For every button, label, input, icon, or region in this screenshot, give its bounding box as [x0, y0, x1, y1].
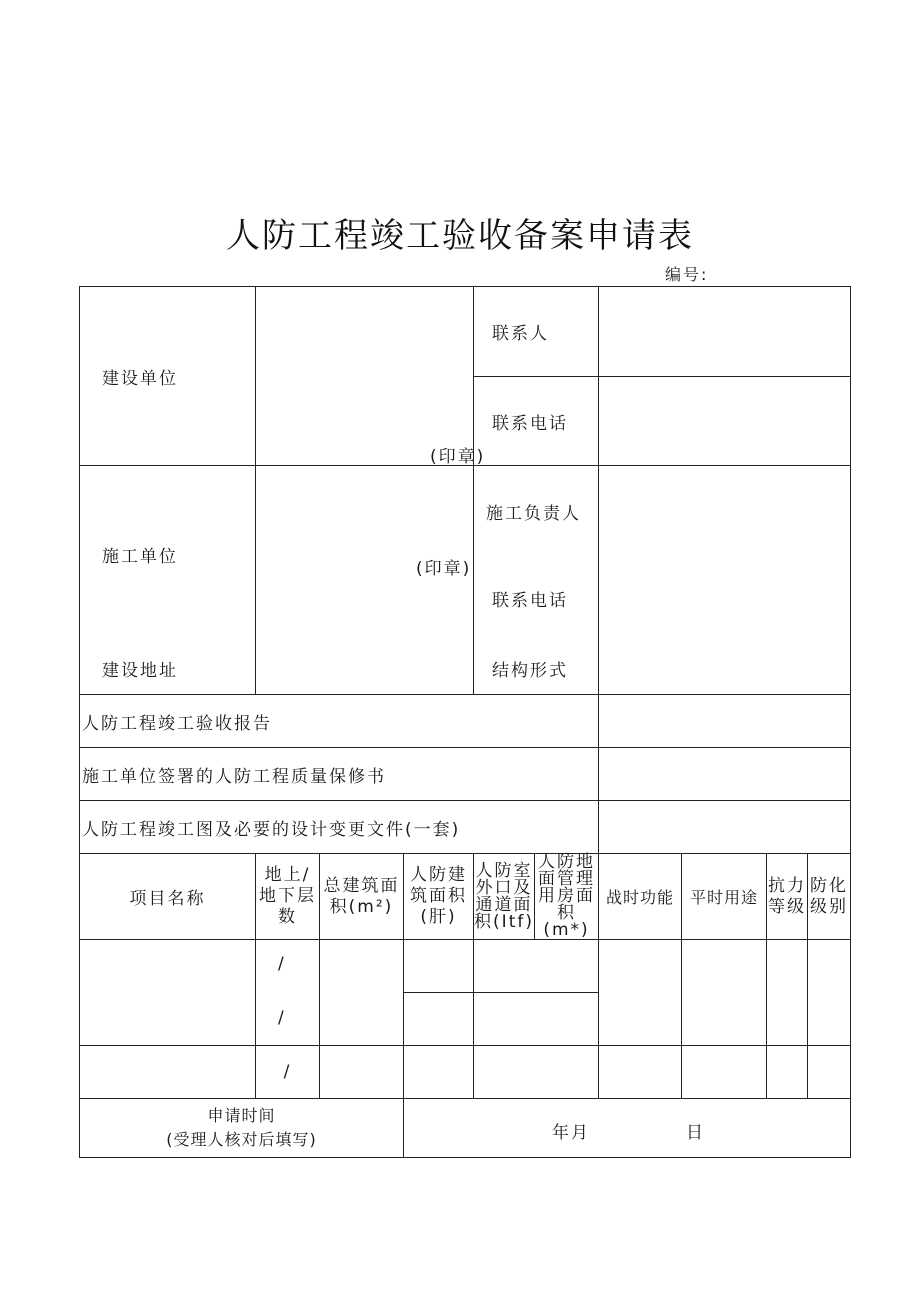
constructor-seal-label: (印章)	[416, 559, 472, 579]
data-peace-use-2[interactable]	[682, 1046, 767, 1099]
constructor-fields-label-cell	[474, 466, 599, 695]
data-war-function-1[interactable]	[599, 940, 682, 1046]
constructor-input-cell[interactable]	[256, 466, 474, 695]
col-header-exit-area: 人防室外口及通道面积(Itf)	[474, 854, 535, 940]
constructor-info-input[interactable]	[599, 466, 851, 695]
doc-row-acceptance-report	[80, 695, 599, 748]
apply-time-label: 申请时间	[207, 1106, 276, 1125]
floors-slash-2: /	[283, 1062, 292, 1082]
data-project-name-1[interactable]	[80, 940, 256, 1046]
col-header-resist-level: 抗力等级	[767, 854, 808, 940]
apply-day-label: 日	[686, 1123, 705, 1143]
apply-time-note: (受理人核对后填写)	[166, 1130, 317, 1149]
builder-phone-label-cell	[474, 377, 599, 466]
builder-input-cell[interactable]	[256, 287, 486, 467]
constructor-label: 施工单位	[102, 547, 178, 567]
data-exit-area-2[interactable]	[474, 1046, 599, 1099]
col-header-peace-use: 平时用途	[682, 854, 767, 940]
builder-label: 建设单位	[102, 368, 178, 389]
doc-label-warranty: 施工单位签署的人防工程质量保修书	[82, 766, 386, 787]
col-header-chem-level: 防化级别	[808, 854, 851, 940]
doc-row-drawings	[80, 801, 599, 854]
data-peace-use-1[interactable]	[682, 940, 767, 1046]
doc-row-warranty	[80, 748, 599, 801]
col-header-mgmt-area: 人防地面管理用房面积(m*)	[535, 854, 599, 940]
apply-year-month-label: 年月	[552, 1123, 590, 1143]
address-label: 建设地址	[102, 661, 178, 681]
builder-contact-label: 联系人	[492, 324, 550, 344]
doc-check-drawings[interactable]	[599, 801, 851, 854]
builder-phone-input[interactable]	[599, 377, 851, 466]
doc-check-acceptance-report[interactable]	[599, 695, 851, 748]
structure-label: 结构形式	[492, 661, 569, 681]
doc-label-drawings: 人防工程竣工图及必要的设计变更文件(一套)	[82, 819, 461, 840]
builder-contact-input[interactable]	[599, 287, 851, 377]
data-exit-area-1a[interactable]	[474, 940, 599, 993]
data-chem-level-1[interactable]	[808, 940, 851, 1046]
col-header-project-name: 项目名称	[80, 854, 256, 940]
data-war-function-2[interactable]	[599, 1046, 682, 1099]
col-header-civil-area: 人防建筑面积(肝)	[404, 854, 474, 940]
data-project-name-2[interactable]	[80, 1046, 256, 1099]
data-exit-area-1b[interactable]	[474, 993, 599, 1046]
apply-time-label-cell	[80, 1099, 404, 1158]
page-title: 人防工程竣工验收备案申请表	[226, 216, 694, 256]
data-floors-2[interactable]	[256, 1046, 320, 1099]
builder-label-cell	[80, 287, 256, 466]
col-header-total-area: 总建筑面积(m²)	[320, 854, 404, 940]
document-number-label: 编号:	[665, 265, 709, 284]
contact-label-cell	[474, 287, 599, 377]
builder-seal-label: (印章)	[430, 447, 486, 467]
data-total-area-1[interactable]	[320, 940, 404, 1046]
data-resist-level-1[interactable]	[767, 940, 808, 1046]
doc-label-acceptance-report: 人防工程竣工验收报告	[82, 713, 272, 734]
floors-slash-1b: /	[278, 1008, 286, 1028]
col-header-floors: 地上/地下层数	[256, 854, 320, 940]
data-resist-level-2[interactable]	[767, 1046, 808, 1099]
data-total-area-2[interactable]	[320, 1046, 404, 1099]
data-chem-level-2[interactable]	[808, 1046, 851, 1099]
constructor-manager-label: 施工负责人	[486, 504, 582, 524]
data-civil-area-1a[interactable]	[404, 940, 474, 993]
builder-phone-label: 联系电话	[492, 413, 569, 434]
constructor-label-cell	[80, 466, 256, 695]
filing-form-table	[79, 286, 851, 1158]
data-floors-1[interactable]	[256, 940, 320, 1046]
col-header-war-function: 战时功能	[599, 854, 682, 940]
constructor-phone-label: 联系电话	[492, 591, 569, 611]
data-civil-area-1b[interactable]	[404, 993, 474, 1046]
apply-time-input-cell[interactable]	[404, 1099, 851, 1158]
floors-slash-1a: /	[278, 954, 286, 974]
doc-check-warranty[interactable]	[599, 748, 851, 801]
data-civil-area-2[interactable]	[404, 1046, 474, 1099]
